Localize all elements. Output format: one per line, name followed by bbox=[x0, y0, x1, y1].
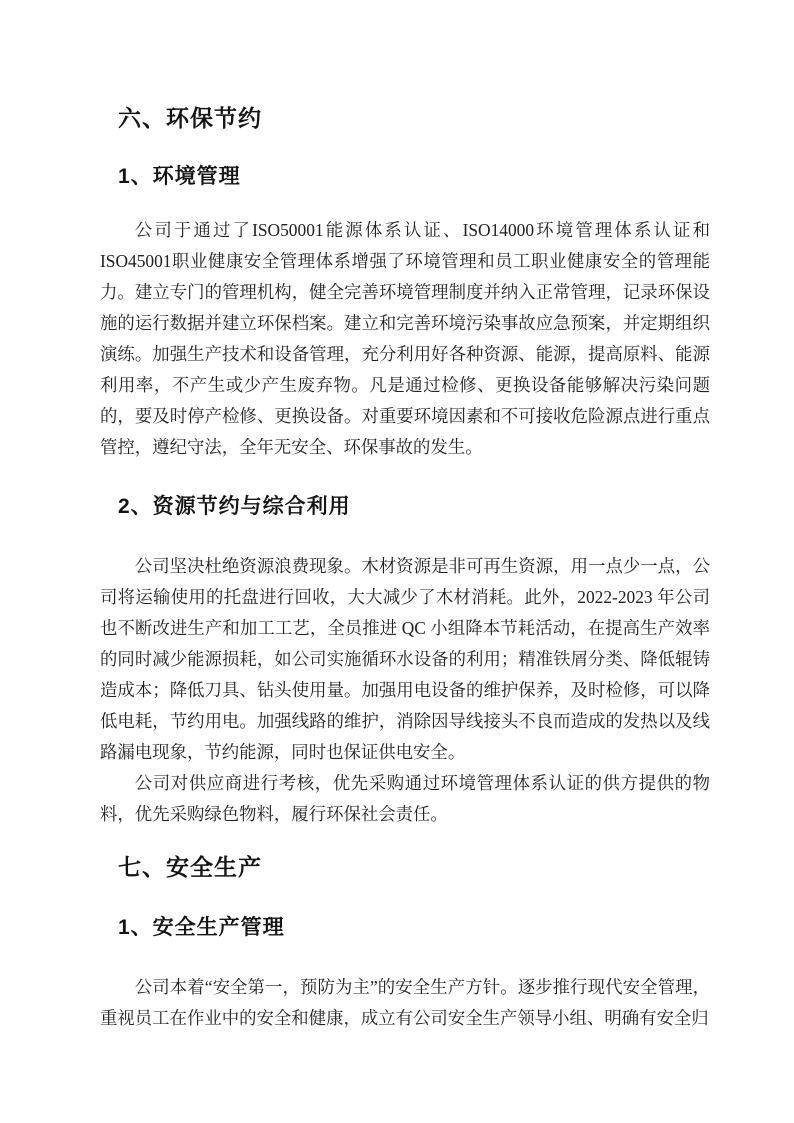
section-heading-environmental-conservation: 六、环保节约 bbox=[118, 105, 262, 131]
subsection-heading-environment-management: 1、环境管理 bbox=[118, 165, 241, 188]
subsection-heading-safety-management: 1、安全生产管理 bbox=[118, 916, 285, 939]
paragraph-resource-conservation: 公司坚决杜绝资源浪费现象。木材资源是非可再生资源，用一点少一点，公司将运输使用的托盘进行回收，大大减少了木材消耗。此外，2022-2023 年公司也不断改进生产和加工工艺，全员推进 QC 小组降本节耗活动，在提高生产效率的同时减少能源损耗，如公司实施循环水设备的利用；精准铁屑分类、降低辊铸造成本；降低刀具、钻头使用量。加强用电设备的维护保养，及时检修，可以降低电耗，节约用电。加强线路的维护，消除因导线接头不良而造成的发热以及线路漏电现象，节约能源，同时也保证供电安全。 bbox=[100, 556, 710, 762]
section-heading-safety-production: 七、安全生产 bbox=[118, 854, 262, 880]
paragraph-environment-management: 公司于通过了ISO50001能源体系认证、ISO14000环境管理体系认证和ISO45001职业健康安全管理体系增强了环境管理和员工职业健康安全的管理能力。建立专门的管理机构，健全完善环境管理制度并纳入正常管理，记录环保设施的运行数据并建立环保档案。建立和完善环境污染事故应急预案，并定期组织演练。加强生产技术和设备管理，充分利用好各种资源、能源，提高原料、能源利用率，不产生或少产生废弃物。凡是通过检修、更换设备能够解决污染问题的，要及时停产检修、更换设备。对重要环境因素和不可接收危险源点进行重点管控，遵纪守法，全年无安全、环保事故的发生。 bbox=[100, 220, 710, 457]
subsection-heading-resource-conservation: 2、资源节约与综合利用 bbox=[118, 495, 351, 518]
paragraph-safety-management: 公司本着“安全第一，预防为主”的安全生产方针。逐步推行现代安全管理，重视员工在作业中的安全和健康，成立有公司安全生产领导小组、明确有安全归 bbox=[100, 977, 710, 1028]
paragraph-supplier-assessment: 公司对供应商进行考核，优先采购通过环境管理体系认证的供方提供的物料，优先采购绿色物料，履行环保社会责任。 bbox=[100, 773, 710, 824]
